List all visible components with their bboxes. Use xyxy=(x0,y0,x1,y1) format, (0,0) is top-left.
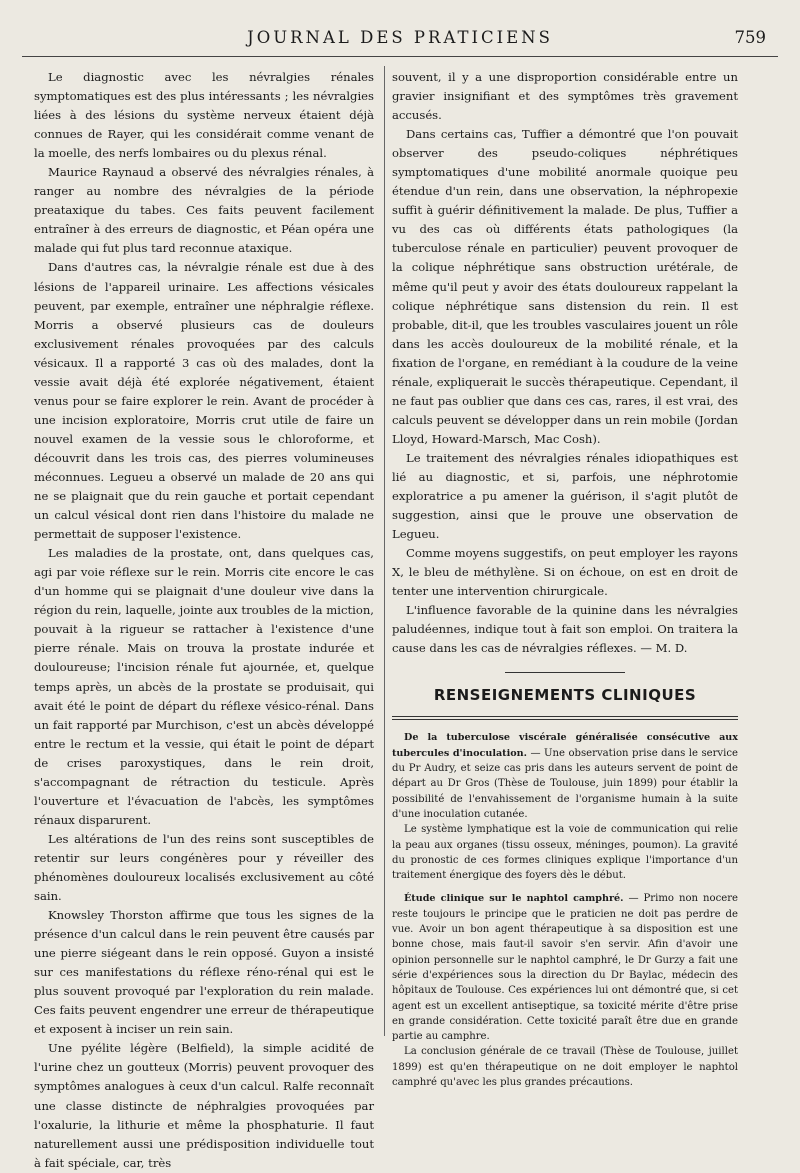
running-title: JOURNAL DES PRATICIENS xyxy=(247,28,553,47)
page-header xyxy=(20,28,780,56)
note-title: De la tuberculose viscérale généralisée consécutive aux tubercules d'inoculation. xyxy=(392,732,738,759)
paragraph: Dans d'autres cas, la névralgie rénale est due à des lésions de l'appareil urinaire. Les affections vésicales peuvent, par exemple, entraîner une néphralgie réflexe. Morris a observé plusieurs cas de douleurs exclusivement rénales provoquées par des calculs vésicaux. Il a rapporté 3 cas où des malades, dont la vessie avait déjà été explorée négativement, étaient venus pour se faire explorer le rein. Avant de procéder à une incision exploratoire, Morris crut utile de faire un nouvel examen de la vessie sous le chloroforme, et découvrit dans les trois cas, des pierres volumineuses méconnues. Legueu a observé un malade de 20 ans qui ne se plaignait que du rein gauche et portait cependant un calcul vésical dont rien dans l'histoire du malade ne permettait de supposer l'existence. xyxy=(34,260,374,542)
paragraph: Le traitement des névralgies rénales idiopathiques est lié au diagnostic, et si, parfois, une néphrotomie exploratrice a pu amener la guérison, il s'agit plutôt de suggestion, ainsi que le prouve une observation de Legueu. xyxy=(392,450,738,542)
header-rule xyxy=(22,56,778,57)
paragraph: Knowsley Thorston affirme que tous les signes de la présence d'un calcul dans le rein peuvent être causés par une pierre siégeant dans le rein opposé. Guyon a insisté sur ces manifestations du réflexe réno-rénal qui est le plus souvent provoqué par l'exploration du rein malade. Ces faits peuvent engendrer une erreur de thérapeutique et exposent à inciser un rein sain. xyxy=(34,908,374,1037)
continued-paragraph: souvent, il y a une disproportion considérable entre un gravier insignifiant et des symptômes très gravement accusés. xyxy=(392,70,738,123)
right-column xyxy=(392,68,738,1090)
author-signature: — M. D. xyxy=(640,641,688,656)
clinical-note xyxy=(392,891,738,1044)
paragraph: Une pyélite légère (Belfield), la simple acidité de l'urine chez un goutteux (Morris) peuvent provoquer des symptômes analogues à ceux d'un calcul. Ralfe reconnaît une classe distincte de néphralgies provoquées par l'oxalurie, la lithurie et même la phosphaturie. Il faut naturellement aussi une prédisposition individuelle tout à fait spéciale, car, très xyxy=(34,1041,374,1170)
paragraph: Les maladies de la prostate, ont, dans quelques cas, agi par voie réflexe sur le rein. Morris cite encore le cas d'un homme qui se plaignait d'une douleur vive dans la région du rein, laquelle, jointe aux troubles de la miction, pouvait à la rigueur se rattacher à l'existence d'une pierre rénale. Mais on trouva la prostate indurée et douloureuse; l'incision rénale fut ajournée, et, quelque temps après, un abcès de la prostate se produisait, qui avait été le point de départ du réflexe vésico-rénal. Dans un fait rapporté par Murchison, c'est un abcès développé entre le rectum et la vessie, qui était le point de départ de crises paroxystiques, dans le rein droit, s'accompagnant de rétraction du testicule. Après l'ouverture et l'évacuation de l'abcès, les symptômes rénaux disparurent. xyxy=(34,546,374,827)
section-title: RENSEIGNEMENTS CLINIQUES xyxy=(433,686,697,705)
section-title-rule xyxy=(392,716,738,720)
left-column xyxy=(34,68,374,1173)
note-title: Étude clinique sur le naphtol camphré. xyxy=(404,893,624,905)
paragraph: Les altérations de l'un des reins sont susceptibles de retentir sur leurs congénères pour y réveiller des phénomènes douloureux localisés exclusivement au côté sain. xyxy=(34,831,374,904)
paragraph-with-signature xyxy=(392,601,738,658)
note-text: — Une observation prise dans le service du Pr Audry, et seize cas pris dans les auteurs servent de point de départ au Dr Gros (Thèse de Toulouse, juin 1899) pour établir la possibilité de l'envahissement de l'organisme humain à la suite d'une inoculation cutanée. xyxy=(392,747,738,820)
note-text: — Primo non nocere reste toujours le principe que le praticien ne doit pas perdre de vue. Avoir un bon agent thérapeutique à sa disposition est une bonne chose, mais faut-il savoir s'en servir. Afin d'avoir une opinion personnelle sur le naphtol camphré, le Dr Gurzy a fait une série d'expériences sous la direction du Dr Baylac, médecin des hôpitaux de Toulouse. Ces expériences lui ont démontré que, si cet agent est un excellent antiseptique, sa toxicité mérite d'être prise en grande considération. Cette toxicité paraît être due en grande partie au camphre. xyxy=(392,893,738,1043)
paragraph: Maurice Raynaud a observé des névralgies rénales, à ranger au nombre des névralgies de la période preataxique du tabes. Ces faits peuvent facilement entraîner à des erreurs de diagnostic, et Péan opéra une malade qui fut plus tard reconnue ataxique. xyxy=(34,165,374,256)
paragraph-text: L'influence favorable de la quinine dans les névralgies paludéennes, indique tout à fait son emploi. On traitera la cause dans les cas de névralgies réflexes. xyxy=(392,603,738,656)
clinical-note xyxy=(392,730,738,822)
section-separator xyxy=(505,672,625,676)
note-text: Le système lymphatique est la voie de communication qui relie la peau aux organes (tissu osseux, méninges, poumon). La gravité du pronostic de ces formes cliniques explique l'importance d'un traitement énergique des foyers dès le début. xyxy=(392,824,738,882)
clinical-note xyxy=(392,1044,738,1090)
paragraph: Comme moyens suggestifs, on peut employer les rayons X, le bleu de méthylène. Si on échoue, on est en droit de tenter une intervention chirurgicale. xyxy=(392,546,738,599)
page-number: 759 xyxy=(734,28,766,47)
note-text: La conclusion générale de ce travail (Thèse de Toulouse, juillet 1899) est qu'en thérapeutique on ne doit employer le naphtol camphré qu'avec les plus grandes précautions. xyxy=(392,1046,738,1088)
column-divider xyxy=(384,66,385,1036)
clinical-note xyxy=(392,822,738,883)
paragraph: Le diagnostic avec les névralgies rénales symptomatiques est des plus intéressants ; les névralgies liées à des lésions du système nerveux étaient déjà connues de Rayer, qui les considérait comme venant de la moelle, des nerfs lombaires ou du plexus rénal. xyxy=(34,70,374,161)
paragraph: Dans certains cas, Tuffier a démontré que l'on pouvait observer des pseudo-coliques néphrétiques symptomatiques d'une mobilité anormale quoique peu étendue d'un rein, dans une observation, la néphropexie suffit à guérir définitivement la malade. De plus, Tuffier a vu des cas où différents états pathologiques (la tuberculose rénale en particulier) peuvent provoquer de la colique néphrétique sans obstruction urétérale, de même qu'il peut y avoir des états douloureux rappelant la colique néphrétique sans distension du rein. Il est probable, dit-il, que les troubles vasculaires jouent un rôle dans les accès douloureux de la mobilité rénale, et la fixation de l'organe, en remédiant à la coudure de la veine rénale, expliquerait le succès thérapeutique. Cependant, il ne faut pas oublier que dans ces cas, rares, il est vrai, des calculs peuvent se développer dans un rein mobile (Jordan Lloyd, Howard-Marsch, Mac Cosh). xyxy=(392,127,738,446)
